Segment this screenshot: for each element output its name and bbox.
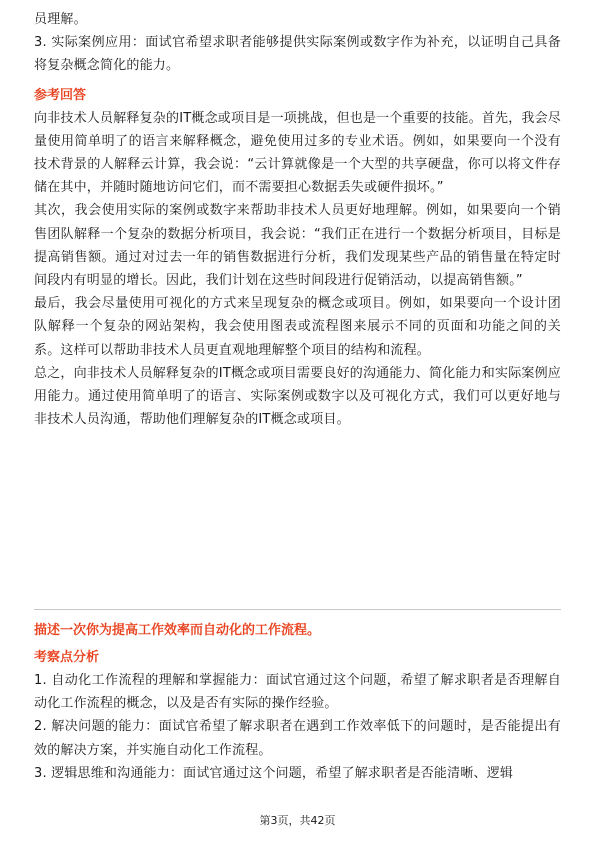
question-title: 描述一次你为提高工作效率而自动化的工作流程。 [34,623,321,638]
document-page [34,8,561,431]
reference-answer-heading: 参考回答 [34,87,87,103]
analysis-heading: 考察点分析 [34,650,100,665]
answer-paragraph-2: 其次，我会使用实际的案例或数字来帮助非技术人员更好地理解。例如，如果要向一个销售团队解释一个复杂的数据分析项目，我会说：“我们正在进行一个数据分析项目，目标是提高销售额。通过对过去一年的销售数据进行分析，我们发现某些产品的销售量在特定时间段内有明显的增长。因此，我们计划在这些时间段进行促销活动，以提高销售额。” [34,203,561,289]
answer-paragraph-1: 向非技术人员解释复杂的IT概念或项目是一项挑战，但也是一个重要的技能。首先，我会尽量使用简单明了的语言来解释概念，避免使用过多的专业术语。例如，如果要向一个没有技术背景的人解释云计算，我会说：“云计算就像是一个大型的共享硬盘，你可以将文件存储在其中，并随时随地访问它们，而不需要担心数据丢失或硬件损坏。” [34,110,561,196]
question-section [34,619,561,785]
section-divider [34,609,561,610]
analysis-point-1: 1. 自动化工作流程的理解和掌握能力：面试官通过这个问题，希望了解求职者是否理解自动化工作流程的概念，以及是否有实际的操作经验。 [34,673,561,712]
previous-point-3: 3. 实际案例应用：面试官希望求职者能够提供实际案例或数字作为补充，以证明自己具备将复杂概念简化的能力。 [34,35,561,74]
answer-paragraph-3: 最后，我会尽量使用可视化的方式来呈现复杂的概念或项目。例如，如果要向一个设计团队解释一个复杂的网站架构，我会使用图表或流程图来展示不同的页面和功能之间的关系。这样可以帮助非技术人员更直观地理解整个项目的结构和流程。 [34,296,561,358]
page-footer: 第3页，共42页 [259,814,336,827]
analysis-point-2: 2. 解决问题的能力：面试官希望了解求职者在遇到工作效率低下的问题时，是否能提出有效的解决方案，并实施自动化工作流程。 [34,719,561,758]
analysis-point-3: 3. 逻辑思维和沟通能力：面试官通过这个问题，希望了解求职者是否能清晰、逻辑 [34,765,514,781]
intro-tail-paragraph: 员理解。 [34,12,87,27]
answer-paragraph-4: 总之，向非技术人员解释复杂的IT概念或项目需要良好的沟通能力、简化能力和实际案例应用能力。通过使用简单明了的语言、实际案例或数字以及可视化方式，我们可以更好地与非技术人员沟通，帮助他们理解复杂的IT概念或项目。 [34,365,561,428]
